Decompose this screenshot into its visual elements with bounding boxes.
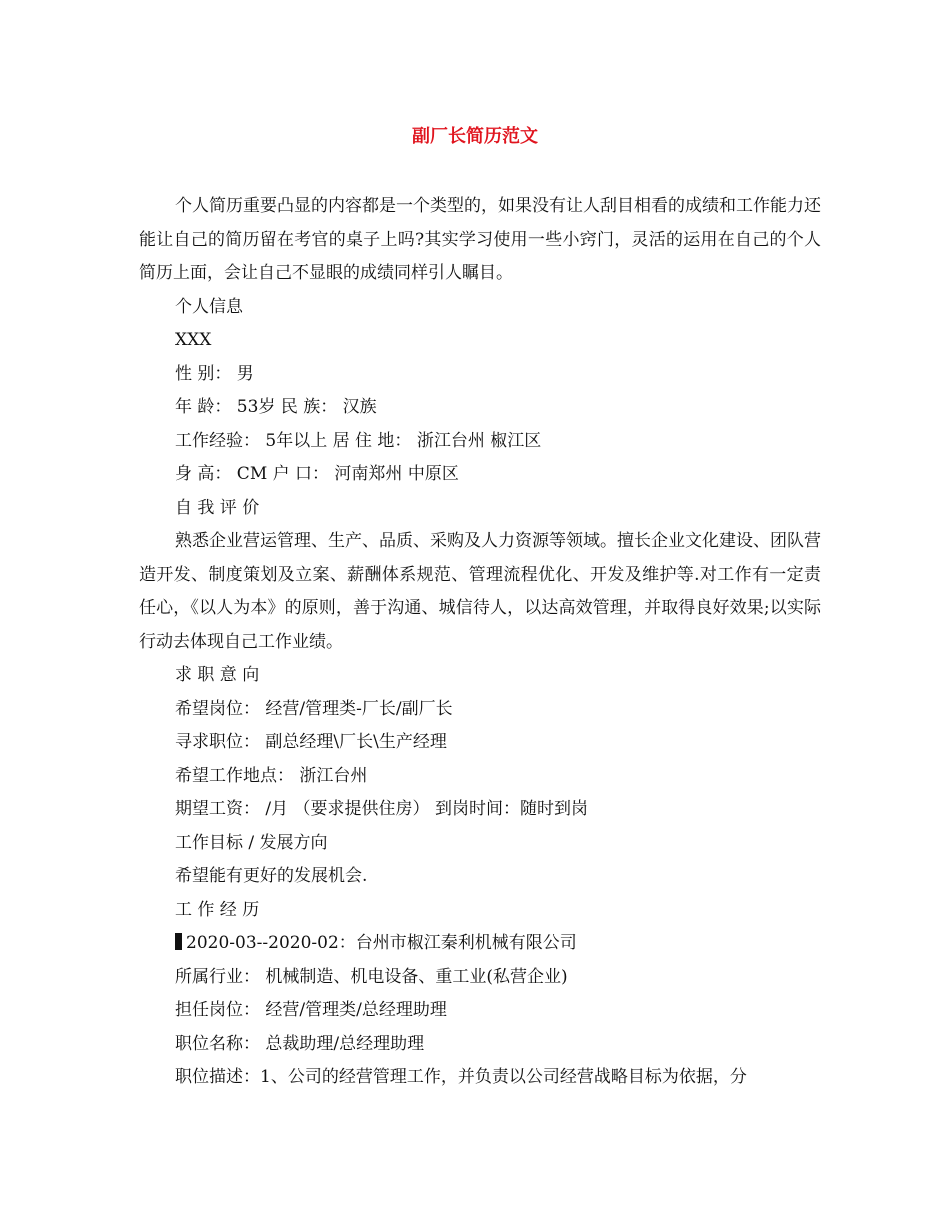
intention-heading: 求 职 意 向: [175, 665, 260, 685]
work-post: 担任岗位： 经营/管理类/总经理助理: [175, 1000, 447, 1020]
work-description: 职位描述：1、公司的经营管理工作，并负责以公司经营战略目标为依据，分: [175, 1067, 747, 1087]
personal-gender: 性 别： 男: [175, 363, 254, 384]
document-title: 副厂长简历范文: [412, 126, 538, 147]
personal-height-hukou: 身 高： CM 户 口： 河南郑州 中原区: [175, 464, 459, 484]
personal-info-heading: 个人信息: [175, 296, 243, 317]
intention-seek-position: 寻求职位： 副总经理\厂长\生产经理: [175, 732, 447, 752]
goal-heading: 工作目标 / 发展方向: [175, 832, 328, 853]
goal-text: 希望能有更好的发展机会.: [175, 866, 368, 886]
intention-salary: 期望工资： /月 （要求提供住房） 到岗时间：随时到岗: [175, 799, 588, 819]
work-industry: 所属行业： 机械制造、机电设备、重工业(私营企业): [175, 966, 568, 987]
intention-location: 希望工作地点： 浙江台州: [175, 765, 368, 786]
work-entry: [139, 927, 821, 961]
personal-experience-residence: 工作经验： 5年以上 居 住 地： 浙江台州 椒江区: [175, 430, 542, 451]
self-eval-heading: 自 我 评 价: [175, 497, 260, 518]
work-title: 职位名称： 总裁助理/总经理助理: [175, 1033, 425, 1054]
personal-name: XXX: [175, 330, 212, 350]
work-heading: 工 作 经 历: [175, 899, 260, 920]
work-entry-text: 2020-03--2020-02：台州市椒江秦利机械有限公司: [186, 933, 577, 953]
document-body: [139, 190, 821, 1095]
self-eval-text: 熟悉企业营运管理、生产、品质、采购及人力资源等领域。擅长企业文化建设、团队营造开发、制度策划及立案、薪酬体系规范、管理流程优化、开发及维护等.对工作有一定责任心，《以人为本》的原则，善于沟通、城信待人，以达高效管理，并取得良好效果;以实际行动去体现自己工作业绩。: [139, 531, 821, 652]
intention-desired-post: 希望岗位： 经营/管理类-厂长/副厂长: [175, 698, 453, 719]
intro-paragraph: 个人简历重要凸显的内容都是一个类型的，如果没有让人刮目相看的成绩和工作能力还能让自己的简历留在考官的桌子上吗?其实学习使用一些小窍门，灵活的运用在自己的个人简历上面，会让自己不显眼的成绩同样引人瞩目。: [139, 196, 821, 283]
bullet-bar-icon: [175, 933, 182, 950]
personal-age-ethnicity: 年 龄： 53岁 民 族： 汉族: [175, 397, 377, 417]
